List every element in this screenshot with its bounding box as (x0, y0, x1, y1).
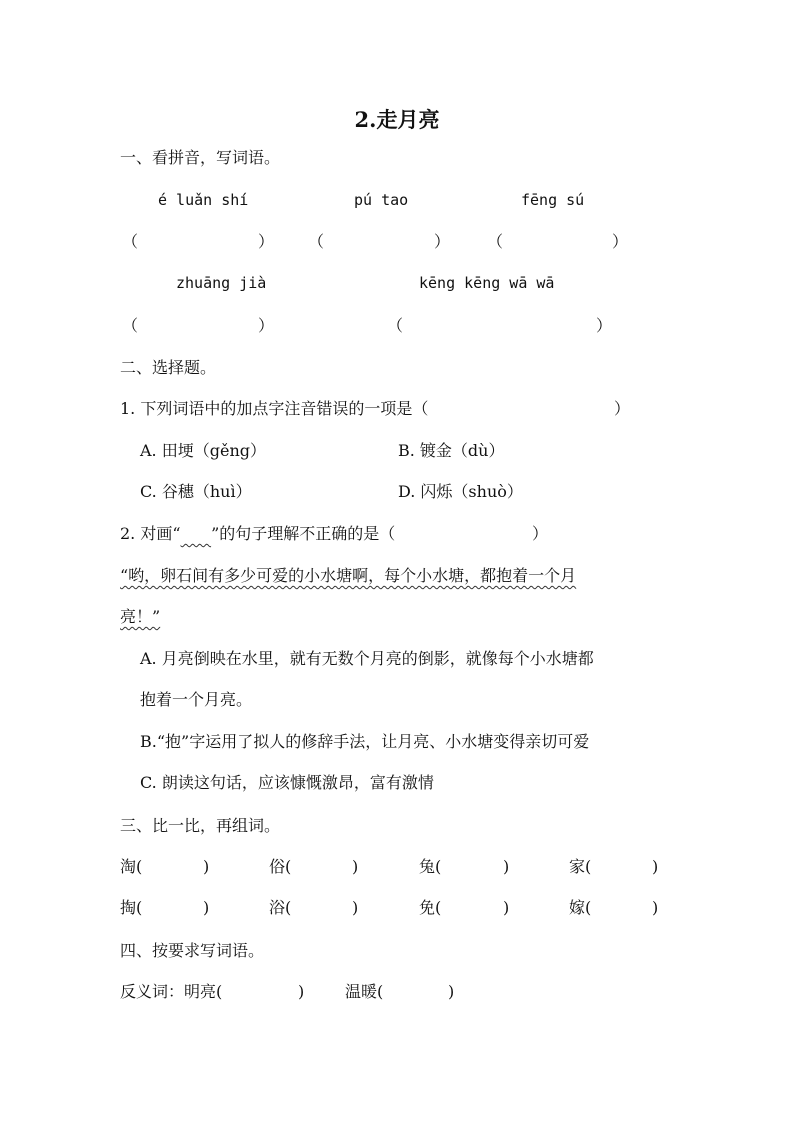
compare-char-5: 掏( (120, 898, 143, 917)
answer-paren-close: ） (434, 232, 451, 251)
quote-line-2: 亮！” (120, 607, 161, 626)
compare-close: ) (203, 898, 210, 917)
question-1: 1. 下列词语中的加点字注音错误的一项是（ (120, 399, 429, 418)
pinyin-1: é luǎn shí (158, 191, 249, 209)
question-2-pre: 2. 对画“ (120, 524, 181, 543)
answer-paren-close: ） (612, 232, 629, 251)
compare-close: ) (352, 857, 359, 876)
wavy-underline-sample (181, 524, 212, 543)
pinyin-2: pú tao (354, 191, 409, 209)
question-1-close: ） (614, 399, 631, 418)
compare-char-6: 浴( (269, 898, 292, 917)
compare-char-3: 兔( (419, 857, 442, 876)
compare-close: ) (652, 898, 659, 917)
page-title: 2.走月亮 (354, 107, 440, 132)
option-1d: D. 闪烁（shuò） (398, 482, 523, 501)
answer-paren-open: （ (122, 316, 139, 335)
compare-close: ) (503, 898, 510, 917)
option-2a-line-2: 抱着一个月亮。 (140, 690, 253, 709)
compare-char-7: 免( (419, 898, 442, 917)
question-2-close: ） (532, 524, 549, 543)
option-2c: C. 朗读这句话，应该慷慨激昂，富有激情 (140, 773, 434, 792)
compare-char-2: 俗( (269, 857, 292, 876)
quote-line-1: “哟，卵石间有多少可爱的小水塘啊，每个小水塘，都抱着一个月 (120, 566, 577, 585)
antonym-word-2: 温暖( (345, 982, 384, 1001)
pinyin-4: zhuāng jià (176, 274, 267, 292)
antonym-close-2: ) (448, 982, 455, 1001)
question-2-post: ”的句子理解不正确的是（ (211, 524, 396, 543)
option-1a: A. 田埂（gěng） (140, 441, 266, 460)
answer-paren-close: ） (258, 232, 275, 251)
option-2b: B.“抱”字运用了拟人的修辞手法，让月亮、小水塘变得亲切可爱 (140, 732, 590, 751)
section-2-heading: 二、选择题。 (120, 358, 217, 377)
section-4-heading: 四、按要求写词语。 (120, 941, 265, 960)
antonym-label: 反义词：明亮( (120, 982, 223, 1001)
compare-close: ) (652, 857, 659, 876)
compare-char-4: 家( (569, 857, 592, 876)
compare-char-8: 嫁( (569, 898, 592, 917)
antonym-close-1: ) (298, 982, 305, 1001)
answer-paren-close: ） (596, 316, 613, 335)
question-2 (120, 522, 395, 546)
answer-paren-close: ） (258, 316, 275, 335)
pinyin-5: kēng kēng wā wā (419, 274, 555, 292)
option-2a-line-1: A. 月亮倒映在水里，就有无数个月亮的倒影，就像每个小水塘都 (140, 649, 594, 668)
answer-paren-open: （ (308, 232, 325, 251)
answer-paren-open: （ (387, 316, 404, 335)
section-1-heading: 一、看拼音，写词语。 (120, 148, 281, 167)
compare-close: ) (352, 898, 359, 917)
section-3-heading: 三、比一比，再组词。 (120, 816, 281, 835)
compare-close: ) (203, 857, 210, 876)
pinyin-3: fēng sú (521, 191, 585, 209)
compare-close: ) (503, 857, 510, 876)
option-1c: C. 谷穗（huì） (140, 482, 252, 501)
option-1b: B. 镀金（dù） (398, 441, 505, 460)
answer-paren-open: （ (122, 232, 139, 251)
answer-paren-open: （ (487, 232, 504, 251)
compare-char-1: 淘( (120, 857, 143, 876)
